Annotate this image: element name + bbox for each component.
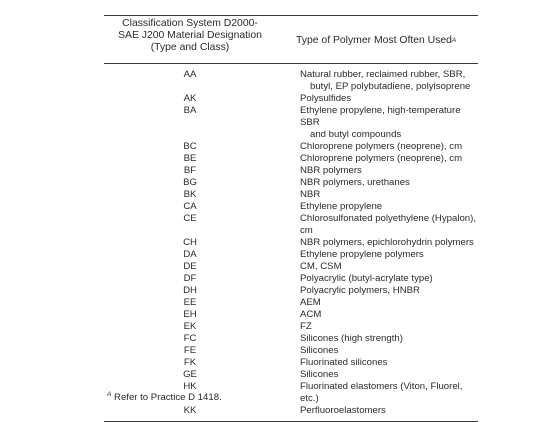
header-classification-line: SAE J200 Material Designation: [118, 30, 262, 41]
table-row: [104, 249, 478, 261]
classification-code: DE: [183, 261, 197, 272]
polymer-type-line: NBR: [300, 189, 321, 200]
polymer-type: [276, 261, 478, 273]
polymer-type: [276, 153, 478, 165]
classification-code: FE: [183, 345, 197, 356]
polymer-type: [276, 249, 478, 261]
polymer-type: [276, 201, 478, 213]
table-row: [104, 357, 478, 369]
table-row: [104, 405, 478, 417]
footnote-text: Refer to Practice D 1418.: [114, 392, 222, 403]
header-polymer-type-label: Type of Polymer Most Often Used: [296, 35, 452, 46]
polymer-type: [276, 165, 478, 177]
header-classification-line: Classification System D2000-: [122, 18, 258, 29]
classification-code: AA: [183, 69, 197, 80]
classification-code: FC: [183, 333, 197, 344]
classification-code: BC: [183, 141, 197, 152]
table-row: [104, 165, 478, 177]
header-polymer-type: Type of Polymer Most Often Used A: [296, 35, 457, 46]
classification-code: KK: [183, 405, 197, 416]
polymer-type: [276, 93, 478, 105]
classification-code: BA: [183, 105, 197, 116]
classification-code: FK: [183, 357, 197, 368]
polymer-type: [276, 321, 478, 333]
table-body: [104, 64, 478, 421]
polymer-type: [276, 189, 478, 201]
polymer-type-line: Silicones: [300, 345, 339, 356]
polymer-type: [276, 285, 478, 297]
classification-code: BE: [183, 153, 197, 164]
polymer-type: [276, 333, 478, 345]
polymer-type: [276, 273, 478, 285]
polymer-type: [276, 297, 478, 309]
table-row: [104, 105, 478, 141]
classification-code: BF: [183, 165, 197, 176]
table-row: [104, 333, 478, 345]
table-row: [104, 261, 478, 273]
table-row: [104, 309, 478, 321]
polymer-type-line: Perfluoroelastomers: [300, 405, 386, 416]
classification-code: GE: [183, 369, 197, 380]
polymer-type-line: AEM: [300, 297, 321, 308]
polymer-type-line: Chlorosulfonated polyethylene (Hypalon), cm: [300, 213, 476, 236]
table-row: [104, 321, 478, 333]
polymer-type: [276, 381, 478, 405]
table-row: [104, 93, 478, 105]
polymer-type-line: Fluorinated elastomers (Viton, Fluorel, etc.): [300, 381, 463, 404]
polymer-type-line: Silicones: [300, 369, 339, 380]
polymer-type: [276, 309, 478, 321]
polymer-type-line: NBR polymers: [300, 165, 362, 176]
table-row: [104, 237, 478, 249]
footnote: [107, 392, 222, 403]
polymer-type: [276, 345, 478, 357]
polymer-type-line: butyl, EP polybutadiene, polyisoprene: [310, 81, 471, 92]
polymer-type: [276, 357, 478, 369]
polymer-type-line: Natural rubber, reclaimed rubber, SBR,: [300, 69, 466, 80]
polymer-type: [276, 177, 478, 189]
classification-code: EE: [183, 297, 197, 308]
classification-code: DH: [183, 285, 197, 296]
polymer-type-line: Chloroprene polymers (neoprene), cm: [300, 153, 463, 164]
footnote-marker: A: [107, 390, 112, 398]
polymer-type: [276, 213, 478, 237]
classification-code: HK: [183, 381, 197, 392]
polymer-classification-table: [104, 15, 478, 422]
classification-code: EK: [183, 321, 197, 332]
polymer-type-line: Fluorinated silicones: [300, 357, 388, 368]
classification-code: CH: [183, 237, 197, 248]
polymer-type-line: Ethylene propylene, high-temperature SBR: [300, 105, 461, 128]
polymer-type-line: Chloroprene polymers (neoprene), cm: [300, 141, 463, 152]
classification-code: DF: [183, 273, 197, 284]
polymer-type: [276, 141, 478, 153]
classification-code: BG: [183, 177, 197, 188]
polymer-type-line: Polyacrylic (butyl-acrylate type): [300, 273, 433, 284]
polymer-type-line: ACM: [300, 309, 322, 320]
polymer-type-line: Polyacrylic polymers, HNBR: [300, 285, 420, 296]
table-row: [104, 285, 478, 297]
polymer-type-line: NBR polymers, urethanes: [300, 177, 410, 188]
table-row: [104, 177, 478, 189]
classification-code: BK: [183, 189, 197, 200]
classification-code: DA: [183, 249, 197, 260]
polymer-type-line: Ethylene propylene polymers: [300, 249, 424, 260]
polymer-type-line: Silicones (high strength): [300, 333, 403, 344]
classification-code: EH: [183, 309, 197, 320]
polymer-type-line: Ethylene propylene: [300, 201, 383, 212]
table-row: [104, 213, 478, 237]
header-classification-line: (Type and Class): [150, 42, 230, 53]
classification-code: AK: [183, 93, 197, 104]
table-row: [104, 189, 478, 201]
header-classification: [104, 16, 276, 63]
polymer-type: [276, 369, 478, 381]
polymer-type: [276, 69, 478, 93]
polymer-type: [276, 405, 478, 417]
polymer-type: [276, 105, 478, 141]
table-row: [104, 141, 478, 153]
polymer-type-line: FZ: [300, 321, 312, 332]
polymer-type-line: and butyl compounds: [310, 129, 402, 140]
table-row: [104, 369, 478, 381]
classification-code: CA: [183, 201, 197, 212]
polymer-type-line: NBR polymers, epichlorohydrin polymers: [300, 237, 474, 248]
polymer-type-line: Polysulfides: [300, 93, 352, 104]
table-row: [104, 297, 478, 309]
classification-code: CE: [183, 213, 197, 224]
table-row: [104, 273, 478, 285]
table-row: [104, 201, 478, 213]
polymer-type-line: CM, CSM: [300, 261, 342, 272]
table-row: [104, 69, 478, 93]
table-row: [104, 345, 478, 357]
table-header: [104, 16, 478, 63]
polymer-type: [276, 237, 478, 249]
table-row: [104, 153, 478, 165]
